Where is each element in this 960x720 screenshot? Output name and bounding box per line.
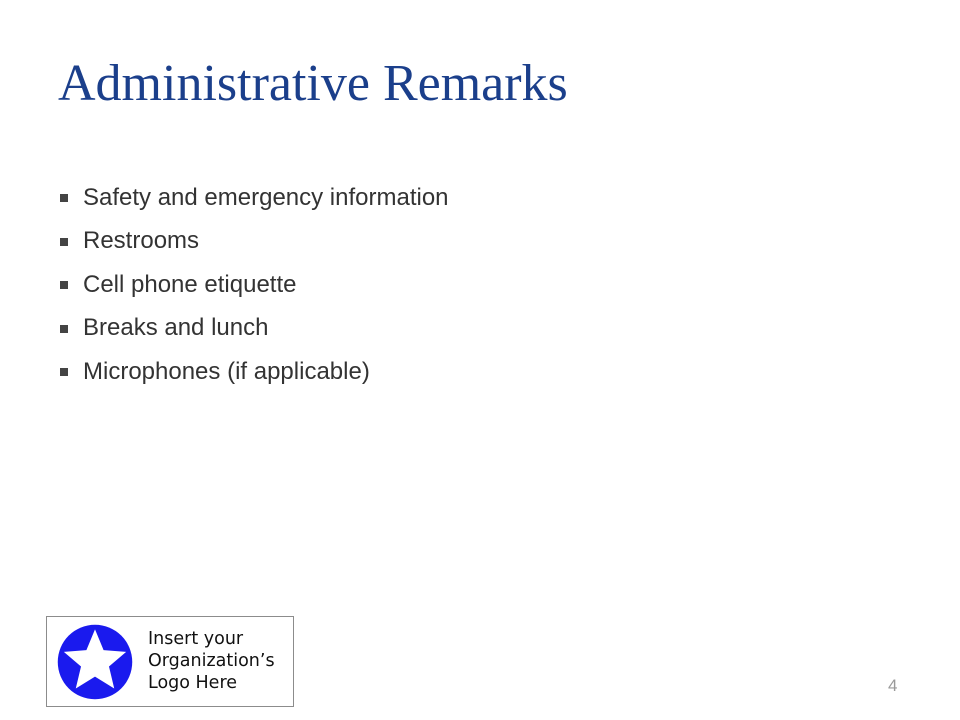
logo-placeholder-text — [148, 628, 275, 694]
page-number: 4 — [888, 676, 898, 695]
bullet-list — [60, 176, 449, 394]
logo-text-line: Logo Here — [148, 673, 238, 693]
bullet-text: Restrooms — [83, 227, 200, 255]
bullet-text: Safety and emergency information — [83, 183, 449, 211]
bullet-text: Microphones (if applicable) — [83, 357, 370, 385]
logo-text-line: Insert your — [148, 629, 244, 649]
bullet-item — [60, 263, 449, 307]
logo-placeholder — [46, 616, 294, 707]
square-bullet-icon — [60, 238, 68, 246]
square-bullet-icon — [60, 368, 68, 376]
slide-title: Administrative Remarks — [58, 55, 568, 112]
bullet-text: Breaks and lunch — [83, 314, 269, 342]
logo-text-line: Organization’s — [148, 651, 275, 671]
bullet-item — [60, 176, 449, 220]
bullet-text: Cell phone etiquette — [83, 270, 297, 298]
bullet-item — [60, 350, 449, 394]
bullet-item — [60, 220, 449, 264]
star-icon — [57, 624, 133, 700]
bullet-item — [60, 307, 449, 351]
square-bullet-icon — [60, 325, 68, 333]
square-bullet-icon — [60, 281, 68, 289]
square-bullet-icon — [60, 194, 68, 202]
